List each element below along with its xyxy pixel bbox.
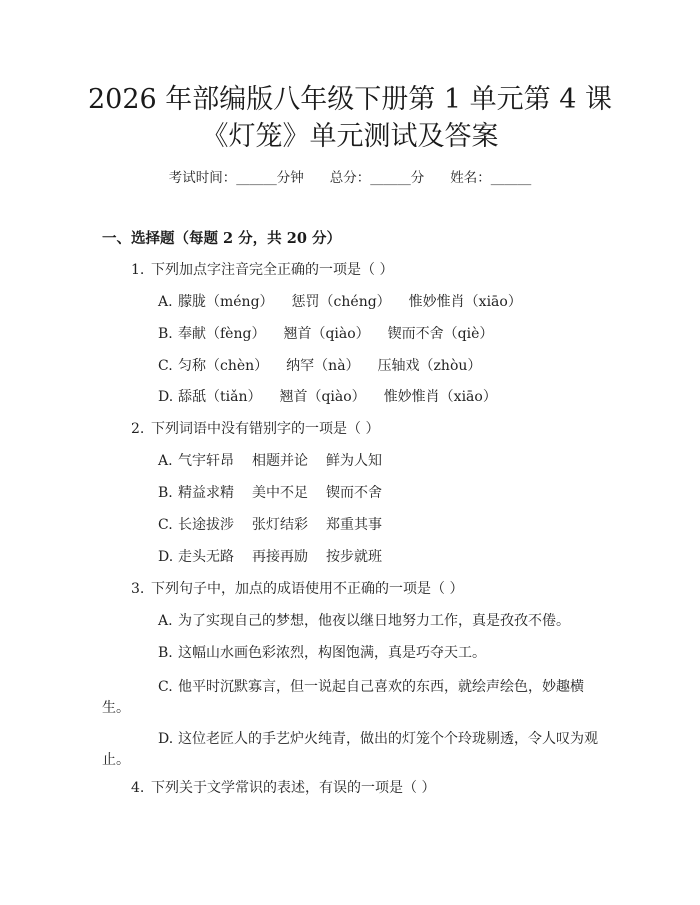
q2-option-c [158,514,382,536]
option-item: 奉献（fèng） [178,326,266,342]
option-item: 鲜为人知 [326,453,382,469]
option-item: 再接再励 [252,549,308,565]
option-letter: B. [158,645,173,661]
question-number: 1. [131,262,145,278]
option-text: 这位老匠人的手艺炉火纯青，做出的灯笼个个玲珑剔透，令人叹为观 [178,731,598,747]
option-item: 匀称（chèn） [178,358,269,374]
option-item: 惩罚（chéng） [291,294,391,310]
option-letter: A. [158,613,173,629]
q1-option-a [158,291,522,313]
option-item: 朦胧（méng） [178,294,274,310]
question-3 [131,578,463,600]
option-letter: D. [158,731,174,747]
student-name-field: 姓名：______ [450,170,532,186]
q3-option-b [158,642,486,664]
q3-option-a [158,610,570,632]
option-item: 按步就班 [326,549,382,565]
option-letter: D. [158,389,174,405]
question-number: 2. [131,421,145,437]
option-item: 相题并论 [252,453,308,469]
question-text: 下列词语中没有错别字的一项是（ ） [151,421,380,437]
q3-option-d [158,728,598,750]
exam-meta [0,168,700,188]
option-item: 压轴戏（zhòu） [377,358,482,374]
q2-option-b [158,482,382,504]
option-text: 他平时沉默寡言，但一说起自己喜欢的东西，就绘声绘色，妙趣横 [178,679,584,695]
option-item: 精益求精 [178,485,234,501]
option-letter: A. [158,453,173,469]
question-text: 下列关于文学常识的表述，有误的一项是（ ） [151,780,436,796]
option-letter: C. [158,679,173,695]
question-2 [131,418,379,440]
option-item: 惟妙惟肖（xiāo） [408,294,522,310]
question-number: 4. [131,780,145,796]
option-letter: D. [158,549,174,565]
option-letter: B. [158,326,173,342]
option-letter: B. [158,485,173,501]
option-item: 惟妙惟肖（xiāo） [383,389,497,405]
option-text: 这幅山水画色彩浓烈，构图饱满，真是巧夺天工。 [178,645,486,661]
option-item: 翘首（qiào） [279,389,366,405]
option-letter: C. [158,517,173,533]
option-item: 锲而不舍 [326,485,382,501]
q3-option-c-continuation: 生。 [102,700,130,716]
option-item: 纳罕（nà） [286,358,360,374]
option-item: 美中不足 [252,485,308,501]
q3-option-c [158,676,584,698]
question-text: 下列句子中，加点的成语使用不正确的一项是（ ） [151,581,464,597]
q1-option-d [158,386,497,408]
q3-option-d-continuation: 止。 [102,752,130,768]
option-letter: A. [158,294,173,310]
question-1 [131,259,393,281]
option-item: 翘首（qiào） [283,326,370,342]
section-heading: 一、选择题（每题 2 分，共 20 分） [102,230,341,247]
option-text: 为了实现自己的梦想，他夜以继日地努力工作，真是孜孜不倦。 [178,613,570,629]
exam-time-field: 考试时间：______分钟 [168,170,304,186]
document-title-line-2: 《灯笼》单元测试及答案 [201,121,499,152]
option-item: 锲而不舍（qiè） [387,326,494,342]
option-item: 张灯结彩 [252,517,308,533]
option-item: 气宇轩昂 [178,453,234,469]
q2-option-a [158,450,382,472]
question-number: 3. [131,581,145,597]
q1-option-c [158,355,481,377]
q1-option-b [158,323,493,345]
document-title-line-1: 2026 年部编版八年级下册第 1 单元第 4 课 [88,84,612,115]
option-item: 舔舐（tiǎn） [178,389,262,405]
option-item: 郑重其事 [326,517,382,533]
option-item: 走头无路 [178,549,234,565]
q2-option-d [158,546,382,568]
option-item: 长途拔涉 [178,517,234,533]
option-letter: C. [158,358,173,374]
total-score-field: 总分：______分 [329,170,425,186]
question-text: 下列加点字注音完全正确的一项是（ ） [151,262,394,278]
question-4 [131,777,435,799]
